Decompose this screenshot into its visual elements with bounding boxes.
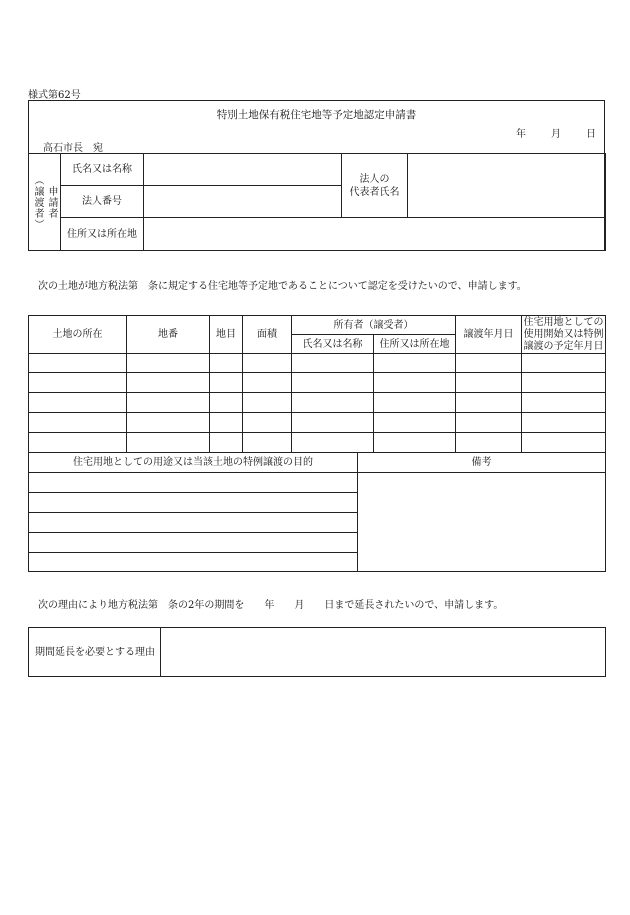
corp-number-label: 法人番号 (61, 186, 144, 218)
land-cell[interactable] (127, 413, 210, 433)
date-day-label: 日 (586, 129, 596, 140)
land-row (29, 433, 606, 453)
land-cell[interactable] (127, 354, 210, 373)
certification-sentence: 次の土地が地方税法第 条に規定する住宅地等予定地であることについて認定を受けたいので、申請します。 (38, 281, 527, 292)
land-cell[interactable] (29, 413, 127, 433)
address-field[interactable] (144, 218, 606, 251)
name-field[interactable] (144, 154, 342, 186)
form-number: 様式第62号 (28, 90, 81, 101)
document-title: 特別土地保有税住宅地等予定地認定申請書 (216, 109, 417, 121)
land-cell[interactable] (522, 433, 606, 453)
land-cell[interactable] (243, 354, 292, 373)
reason-table (28, 627, 606, 677)
application-header (28, 100, 605, 251)
area-header: 面積 (243, 316, 292, 354)
land-cell[interactable] (29, 393, 127, 413)
owner-header: 所有者（譲受者） (292, 316, 456, 335)
land-cell[interactable] (243, 433, 292, 453)
purpose-header: 住宅用地としての用途又は当該土地の特例譲渡の目的 (29, 453, 358, 473)
land-cell[interactable] (456, 413, 522, 433)
land-cell[interactable] (456, 393, 522, 413)
land-cell[interactable] (292, 413, 374, 433)
land-cell[interactable] (374, 373, 456, 393)
land-cell[interactable] (29, 354, 127, 373)
address-label: 住所又は所在地 (61, 218, 144, 251)
land-cell[interactable] (29, 373, 127, 393)
land-cell[interactable] (374, 354, 456, 373)
land-location-header: 土地の所在 (29, 316, 127, 354)
land-category-header: 地目 (210, 316, 243, 354)
transfer-date-header: 譲渡年月日 (456, 316, 522, 354)
purpose-line[interactable] (29, 493, 358, 513)
land-cell[interactable] (243, 393, 292, 413)
date-row (516, 125, 596, 140)
land-cell[interactable] (210, 393, 243, 413)
land-cell[interactable] (210, 433, 243, 453)
representative-field[interactable] (408, 154, 606, 218)
purpose-line[interactable] (29, 473, 358, 493)
purpose-line[interactable] (29, 513, 358, 533)
land-cell[interactable] (210, 354, 243, 373)
corp-number-field[interactable] (144, 186, 342, 218)
purpose-remarks-table (28, 452, 606, 572)
land-cell[interactable] (243, 413, 292, 433)
land-cell[interactable] (127, 393, 210, 413)
start-date-header (522, 316, 606, 354)
representative-label-line2: 代表者氏名 (349, 186, 400, 198)
land-cell[interactable] (243, 373, 292, 393)
land-cell[interactable] (292, 354, 374, 373)
land-cell[interactable] (292, 433, 374, 453)
land-cell[interactable] (292, 373, 374, 393)
land-cell[interactable] (127, 373, 210, 393)
transferor-label: （譲渡者） (32, 174, 43, 230)
land-cell[interactable] (522, 373, 606, 393)
land-cell[interactable] (374, 393, 456, 413)
land-cell[interactable] (127, 433, 210, 453)
remarks-field[interactable] (358, 473, 606, 572)
land-cell[interactable] (456, 373, 522, 393)
date-month-label: 月 (551, 129, 561, 140)
land-row (29, 354, 606, 373)
reason-field[interactable] (161, 628, 606, 677)
land-table (28, 315, 606, 453)
land-cell[interactable] (522, 393, 606, 413)
land-cell[interactable] (456, 354, 522, 373)
owner-address-header: 住所又は所在地 (374, 335, 456, 354)
representative-label-line1: 法人の (359, 173, 390, 185)
name-label: 氏名又は名称 (61, 154, 144, 186)
purpose-line[interactable] (29, 553, 358, 572)
representative-label (342, 154, 408, 218)
land-cell[interactable] (210, 373, 243, 393)
start-date-header-line1: 住宅用地としての (523, 316, 604, 328)
land-cell[interactable] (210, 413, 243, 433)
applicant-table (28, 153, 606, 251)
land-row (29, 393, 606, 413)
applicant-group-label (29, 154, 61, 251)
date-year-label: 年 (516, 129, 526, 140)
applicant-label: 申請者 (46, 185, 57, 219)
start-date-header-line2: 使用開始又は特例 (523, 328, 604, 340)
land-cell[interactable] (522, 354, 606, 373)
extension-sentence: 次の理由により地方税法第 条の2年の期間を 年 月 日まで延長されたいので、申請します。 (38, 600, 504, 611)
lot-number-header: 地番 (127, 316, 210, 354)
owner-name-header: 氏名又は名称 (292, 335, 374, 354)
land-cell[interactable] (374, 433, 456, 453)
purpose-line[interactable] (29, 533, 358, 553)
land-cell[interactable] (292, 393, 374, 413)
reason-label: 期間延長を必要とする理由 (29, 628, 161, 677)
land-cell[interactable] (456, 433, 522, 453)
addressee: 高石市長 宛 (43, 143, 103, 154)
land-cell[interactable] (522, 413, 606, 433)
land-cell[interactable] (374, 413, 456, 433)
land-cell[interactable] (29, 433, 127, 453)
land-row (29, 373, 606, 393)
remarks-header: 備考 (358, 453, 606, 473)
start-date-header-line3: 譲渡の予定年月日 (523, 340, 604, 352)
land-row (29, 413, 606, 433)
